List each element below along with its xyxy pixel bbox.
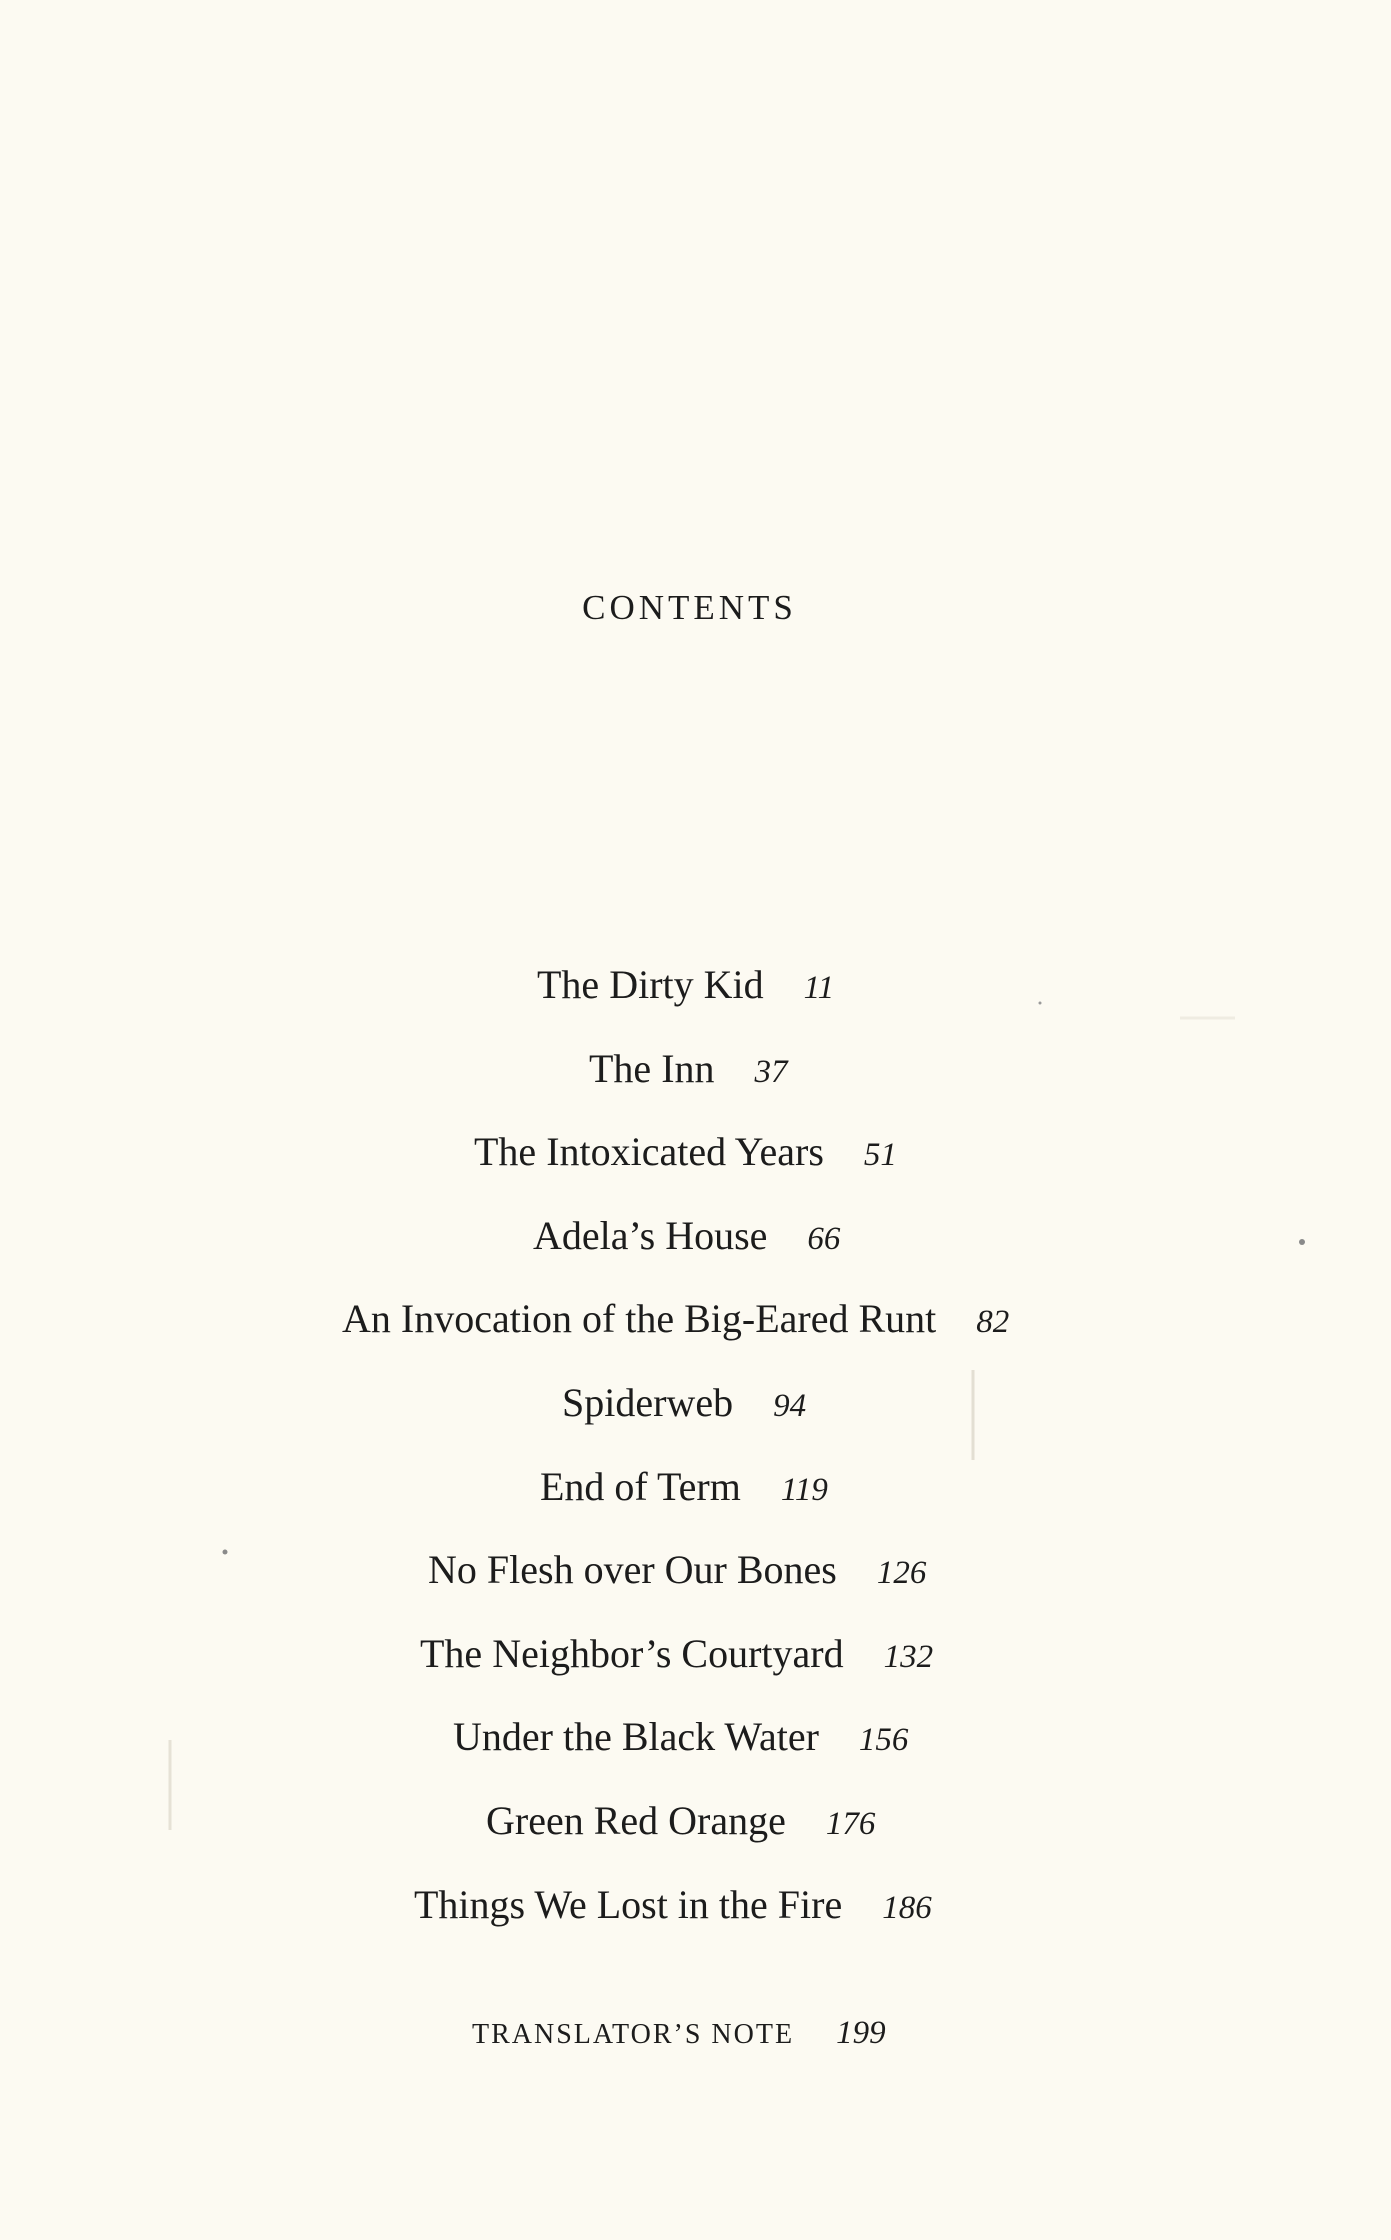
page-number: 132 xyxy=(883,1638,934,1675)
toc-entry-line xyxy=(589,1039,788,1102)
toc-entry-line xyxy=(486,1791,875,1854)
page-number: 176 xyxy=(825,1805,876,1842)
chapter-title: End of Term xyxy=(540,1463,741,1509)
contents-heading: CONTENTS xyxy=(582,588,797,627)
toc-entry-line xyxy=(453,1707,908,1770)
chapter-title: An Invocation of the Big-Eared Runt xyxy=(342,1296,937,1342)
chapter-title: Green Red Orange xyxy=(486,1797,786,1843)
toc-entry xyxy=(0,1206,1391,1290)
page-number: 37 xyxy=(754,1053,788,1090)
toc-entry xyxy=(0,1039,1391,1123)
table-of-contents xyxy=(0,955,1391,1958)
toc-entry xyxy=(0,1373,1391,1457)
chapter-title: The Inn xyxy=(589,1045,715,1091)
translators-note-label: TRANSLATOR’S NOTE xyxy=(472,2019,795,2050)
page-number: 119 xyxy=(780,1471,828,1508)
chapter-title: Adela’s House xyxy=(533,1212,768,1258)
toc-entry xyxy=(0,1540,1391,1624)
page-number: 66 xyxy=(807,1220,841,1257)
toc-entry xyxy=(0,1707,1391,1791)
chapter-title: The Dirty Kid xyxy=(537,962,764,1007)
page-number: 126 xyxy=(876,1555,927,1592)
page-number: 82 xyxy=(976,1304,1010,1341)
page-number: 156 xyxy=(858,1722,909,1759)
chapter-title: The Neighbor’s Courtyard xyxy=(420,1630,844,1676)
toc-entry xyxy=(0,1875,1391,1959)
toc-entry-line xyxy=(540,1457,828,1520)
toc-entry-line xyxy=(342,1289,1009,1352)
toc-entry xyxy=(0,1624,1391,1708)
toc-entry-line xyxy=(428,1540,926,1603)
toc-entry-line xyxy=(562,1373,806,1436)
toc-entry xyxy=(0,1289,1391,1373)
toc-entry-line xyxy=(474,1122,897,1185)
toc-entry xyxy=(0,1791,1391,1875)
page-number: 186 xyxy=(882,1889,932,1926)
toc-entry-line xyxy=(533,1206,840,1269)
page-number: 94 xyxy=(773,1387,807,1424)
chapter-title: Things We Lost in the Fire xyxy=(414,1881,843,1927)
toc-entry-line xyxy=(420,1624,933,1687)
page-number: 199 xyxy=(836,2015,886,2051)
toc-entry-line xyxy=(537,955,834,1018)
chapter-title: The Intoxicated Years xyxy=(474,1129,824,1175)
toc-entry xyxy=(0,955,1391,1039)
chapter-title: Spiderweb xyxy=(562,1379,734,1425)
chapter-title: Under the Black Water xyxy=(453,1714,819,1760)
toc-entry xyxy=(0,1457,1391,1541)
translators-note-entry xyxy=(472,2005,886,2067)
page-number: 11 xyxy=(803,970,835,1006)
toc-entry xyxy=(0,1122,1391,1206)
toc-entry-line xyxy=(414,1875,932,1938)
page-number: 51 xyxy=(863,1137,897,1174)
chapter-title: No Flesh over Our Bones xyxy=(428,1547,837,1593)
